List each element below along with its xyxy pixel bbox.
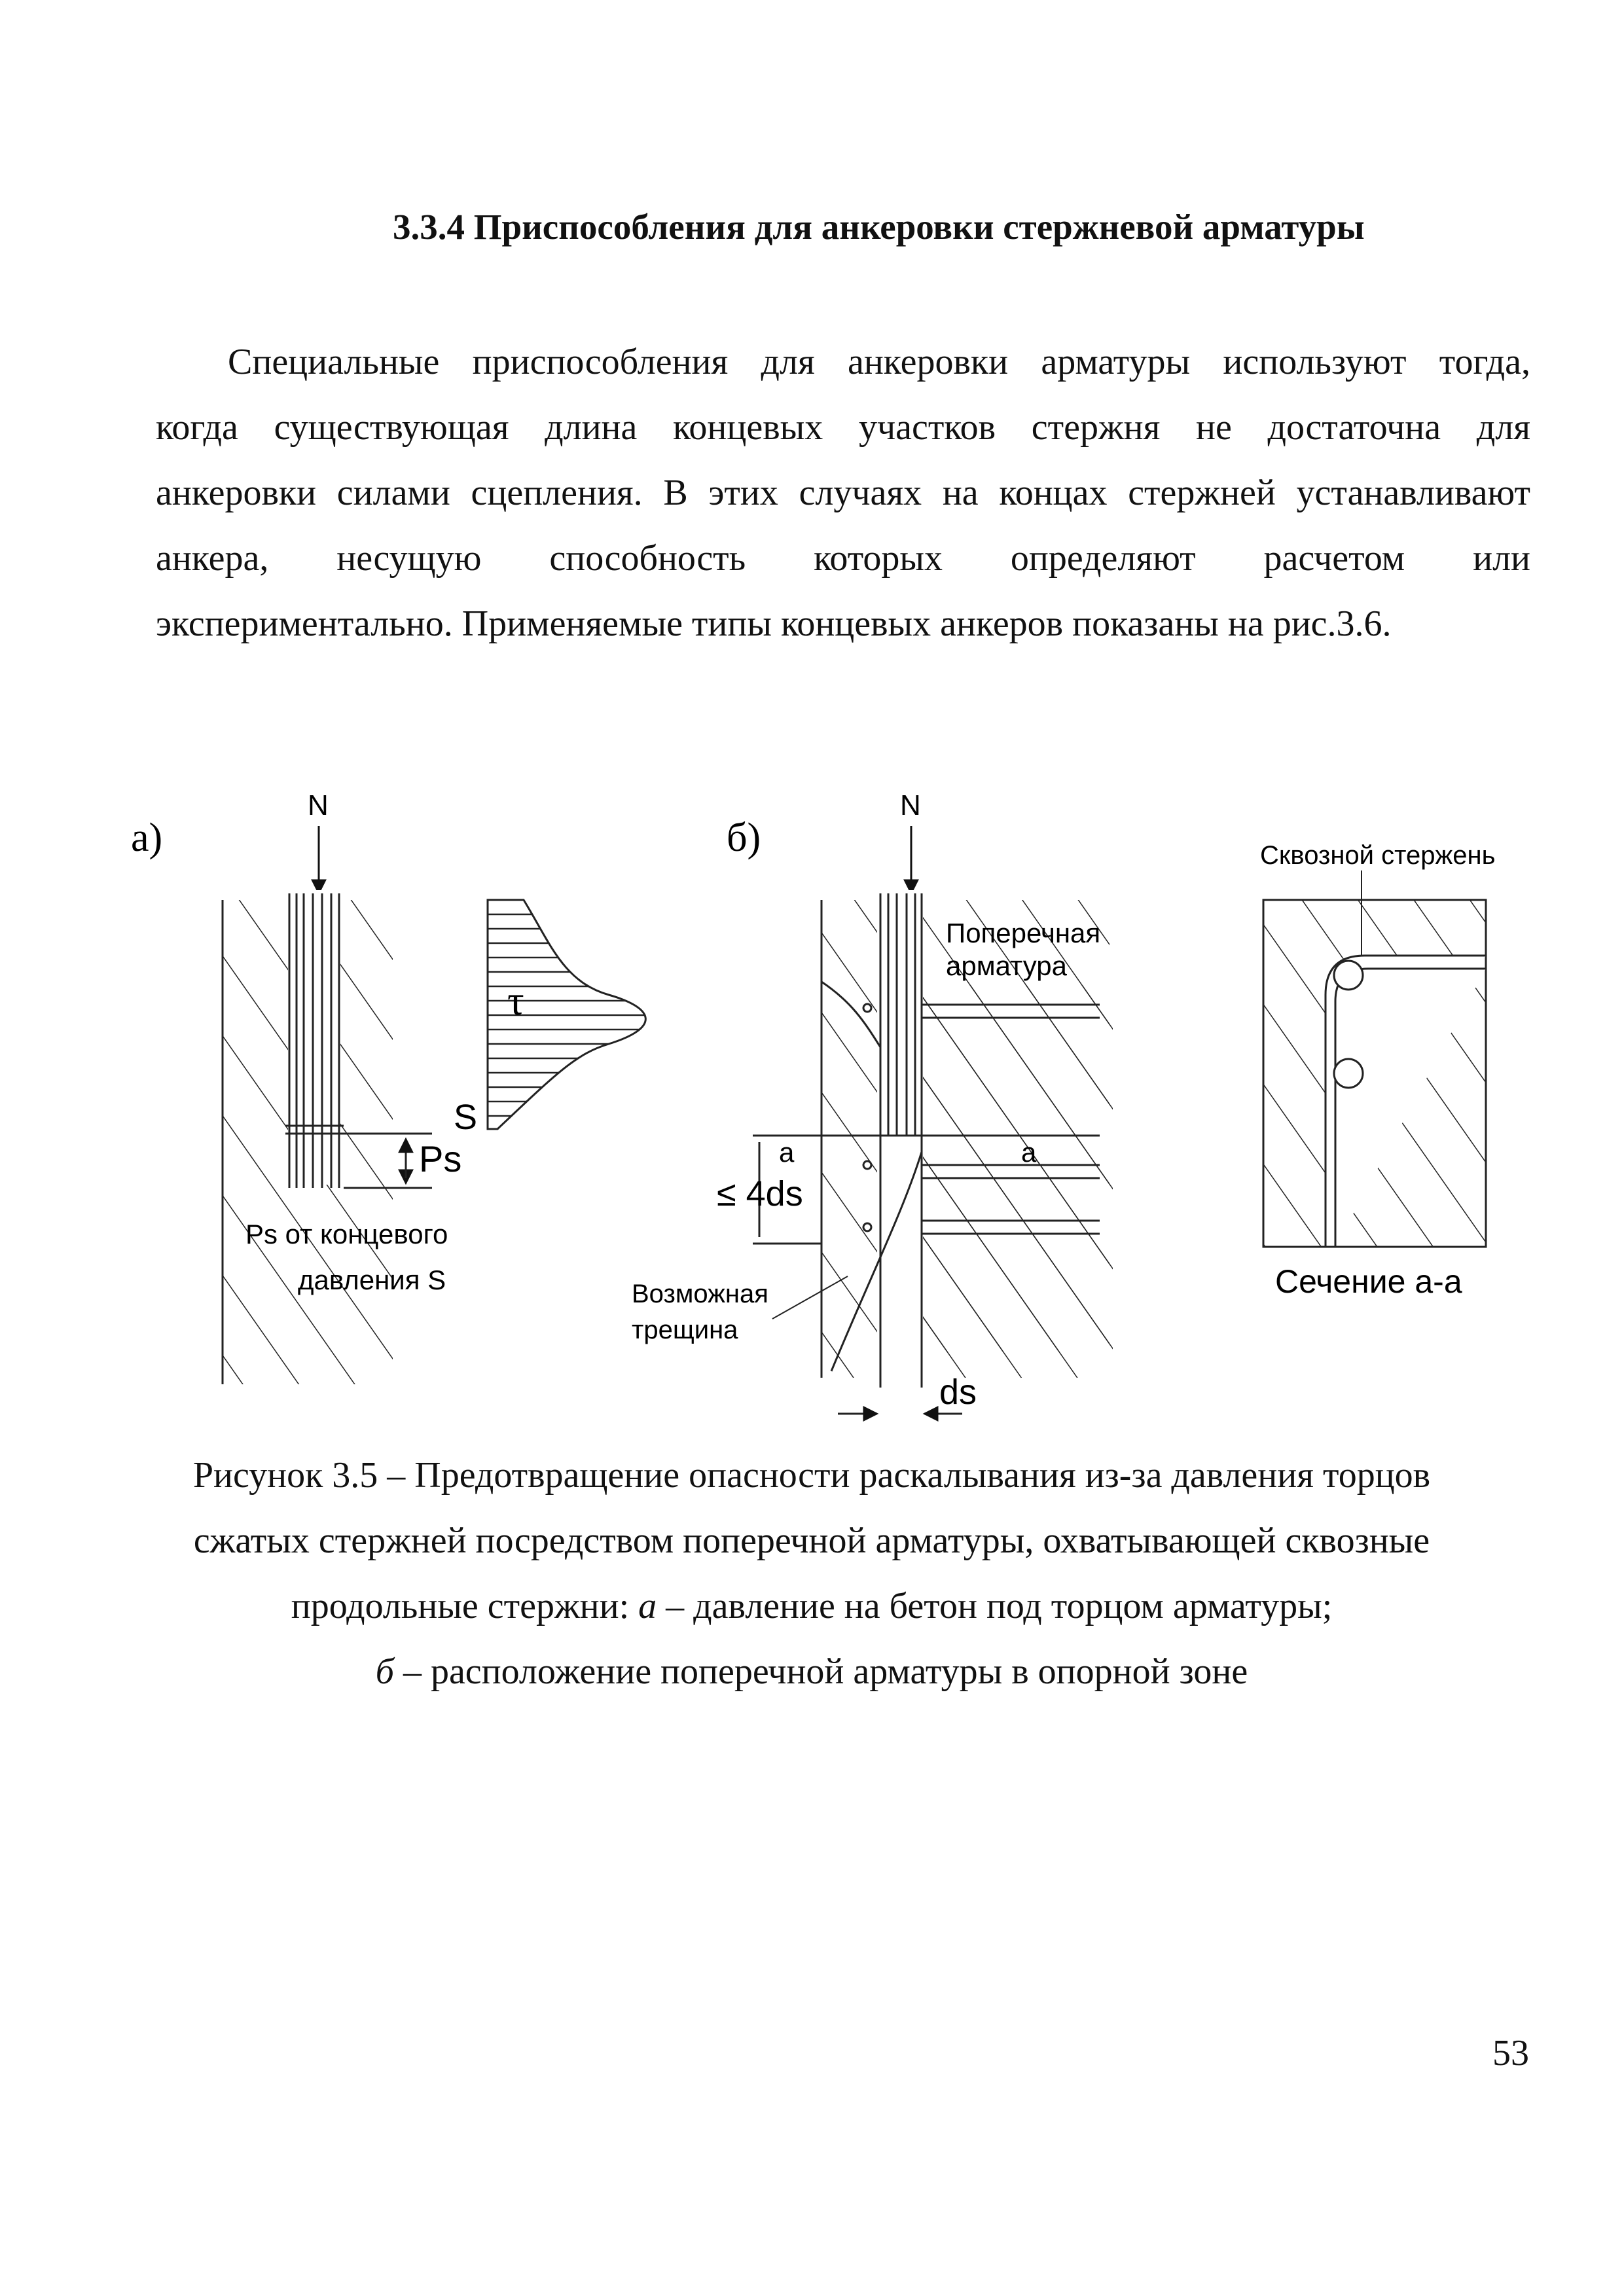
paragraph-line: анкеровки силами сцепления. В этих случаях на концах стержней устанавливают [156,473,1530,513]
panel-a [131,789,645,1384]
page-number: 53 [1492,2033,1529,2073]
ps-note-line1: Ps от концевого [245,1219,448,1249]
caption-line3-suffix: – давление на бетон под торцом арматуры; [657,1586,1333,1626]
caption-line3 [105,1585,1519,1627]
transverse-label-line2: арматура [946,950,1067,981]
section-mark-right: a [1021,1137,1037,1168]
transverse-label-line1: Поперечная [946,918,1101,948]
paragraph-line: анкера, несущую способность которых определяют расчетом или [156,538,1530,579]
panel-a-letter: а) [131,816,163,860]
caption-line3-italic: а [638,1586,657,1626]
diameter-label: ds [939,1372,977,1412]
spacing-label: ≤ 4ds [717,1174,803,1213]
paragraph-line: когда существующая длина концевых участков стержня не достаточна для [156,407,1530,448]
panel-b-letter: б) [727,816,761,860]
tau-label: τ [507,977,524,1024]
ps-dimension-label: Ps [419,1138,462,1179]
caption-line4 [105,1651,1519,1693]
caption-line2: сжатых стержней посредством поперечной арматуры, охватывающей сквозные [193,1520,1430,1561]
ps-note-line2: давления S [298,1265,446,1295]
panel-b [632,789,1113,1414]
paragraph-line: экспериментально. Применяемые типы концевых анкеров показаны на рис.3.6. [156,603,1392,644]
section-heading: 3.3.4 Приспособления для анкеровки стержневой арматуры [393,207,1365,247]
panel-b-force-label: N [900,789,921,821]
through-bar-label: Сквозной стержень [1260,841,1496,870]
paragraph-line: Специальные приспособления для анкеровки арматуры используют тогда, [228,342,1530,382]
crack-label-line2: трещина [632,1316,738,1344]
section-view [1260,841,1495,1300]
section-label: Сечение а-а [1275,1263,1462,1300]
through-bar-circle-bottom [1334,1059,1363,1088]
caption-line3-prefix: продольные стержни: [291,1586,639,1626]
caption-line1: Рисунок 3.5 – Предотвращение опасности раскалывания из-за давления торцов [192,1455,1431,1496]
through-bar-circle-top [1334,961,1363,990]
crack-label-line1: Возможная [632,1280,768,1308]
panel-a-force-label: N [308,789,329,821]
s-label: S [454,1098,478,1137]
caption-line4-italic: б [375,1651,394,1692]
caption-line4-text: – расположение поперечной арматуры в опорной зоне [393,1651,1248,1692]
section-mark-left: a [779,1137,795,1168]
